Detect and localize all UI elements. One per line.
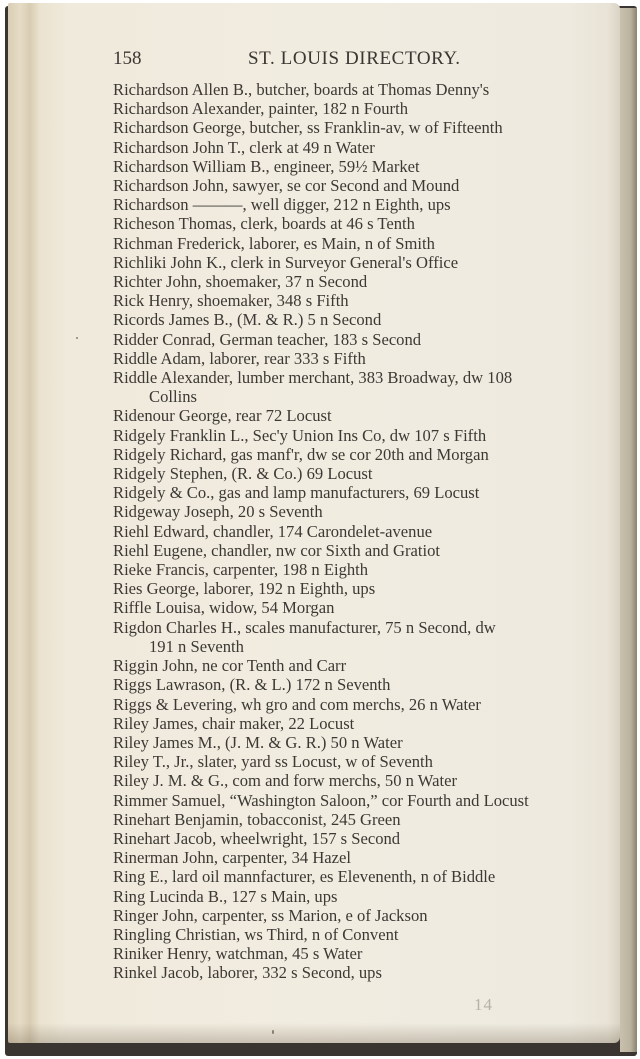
directory-entry: Ricords James B., (M. & R.) 5 n Second bbox=[113, 310, 382, 330]
directory-entry: Ridgely & Co., gas and lamp manufacturers, 69 Locust bbox=[113, 483, 480, 503]
directory-entry: Riddle Adam, laborer, rear 333 s Fifth bbox=[113, 348, 366, 368]
directory-entry: Riehl Edward, chandler, 174 Carondelet-avenue bbox=[113, 521, 433, 541]
directory-entry: Riddle Alexander, lumber merchant, 383 Broadway, dw 108 bbox=[113, 368, 513, 388]
directory-entry: Richman Frederick, laborer, es Main, n of Smith bbox=[113, 233, 435, 253]
directory-entry: Richeson Thomas, clerk, boards at 46 s Tenth bbox=[113, 214, 415, 234]
directory-entry: Ringer John, carpenter, ss Marion, e of Jackson bbox=[113, 905, 428, 925]
directory-entry: Richter John, shoemaker, 37 n Second bbox=[113, 272, 368, 292]
directory-entry: Rinkel Jacob, laborer, 332 s Second, ups bbox=[113, 963, 382, 983]
paper-speck bbox=[272, 1030, 274, 1034]
directory-entry: Ries George, laborer, 192 n Eighth, ups bbox=[113, 579, 376, 599]
directory-entry: Riley James M., (J. M. & G. R.) 50 n Water bbox=[113, 732, 403, 752]
directory-entry: Richardson George, butcher, ss Franklin-av, w of Fifteenth bbox=[113, 118, 503, 138]
signature-mark: 14 bbox=[474, 995, 493, 1014]
directory-entry: Richardson Allen B., butcher, boards at Thomas Denny's bbox=[113, 80, 490, 99]
directory-entry: Riggs Lawrason, (R. & L.) 172 n Seventh bbox=[113, 675, 391, 695]
running-title: ST. LOUIS DIRECTORY. bbox=[248, 48, 461, 69]
directory-entry: Rick Henry, shoemaker, 348 s Fifth bbox=[113, 291, 349, 311]
directory-entry: Rieke Francis, carpenter, 198 n Eighth bbox=[113, 560, 369, 580]
directory-entry: Ridder Conrad, German teacher, 183 s Second bbox=[113, 329, 422, 349]
directory-entry: Ridgeway Joseph, 20 s Seventh bbox=[113, 502, 323, 522]
page-number: 158 bbox=[113, 48, 142, 69]
directory-entry: Riley J. M. & G., com and forw merchs, 50 n Water bbox=[113, 771, 457, 791]
directory-entry: Rigdon Charles H., scales manufacturer, 75 n Second, dw bbox=[113, 617, 496, 637]
directory-entry: Ring Lucinda B., 127 s Main, ups bbox=[113, 886, 338, 906]
directory-entry: Richliki John K., clerk in Surveyor General's Office bbox=[113, 252, 459, 272]
directory-entry: Riley T., Jr., slater, yard ss Locust, w of Seventh bbox=[113, 752, 433, 772]
directory-entry: Rinerman John, carpenter, 34 Hazel bbox=[113, 848, 352, 868]
directory-entry: Ridgely Stephen, (R. & Co.) 69 Locust bbox=[113, 464, 373, 484]
directory-entry: Ring E., lard oil mannfacturer, es Elevenenth, n of Biddle bbox=[113, 867, 496, 887]
directory-entry: Ringling Christian, ws Third, n of Convent bbox=[113, 924, 399, 944]
directory-entry: Richardson John T., clerk at 49 n Water bbox=[113, 137, 375, 157]
directory-entry: Rimmer Samuel, “Washington Saloon,” cor Fourth and Locust bbox=[113, 790, 529, 810]
directory-entry: Ridenour George, rear 72 Locust bbox=[113, 406, 332, 426]
directory-entry: Rinehart Benjamin, tobacconist, 245 Green bbox=[113, 809, 401, 829]
directory-entry-continuation: Collins bbox=[149, 387, 197, 407]
directory-entry: Richardson Alexander, painter, 182 n Fourth bbox=[113, 99, 408, 119]
directory-entry: Riggin John, ne cor Tenth and Carr bbox=[113, 656, 347, 676]
directory-entry: Ridgely Richard, gas manf'r, dw se cor 20th and Morgan bbox=[113, 444, 489, 464]
directory-entry: Ridgely Franklin L., Sec'y Union Ins Co, dw 107 s Fifth bbox=[113, 425, 487, 445]
directory-entries bbox=[113, 80, 623, 983]
directory-entry: Riehl Eugene, chandler, nw cor Sixth and Gratiot bbox=[113, 540, 440, 560]
directory-entry: Rinehart Jacob, wheelwright, 157 s Second bbox=[113, 828, 401, 848]
directory-entry: Riniker Henry, watchman, 45 s Water bbox=[113, 944, 363, 964]
page-header bbox=[113, 48, 603, 72]
directory-entry-continuation: 191 n Seventh bbox=[149, 636, 244, 656]
directory-entry: Riley James, chair maker, 22 Locust bbox=[113, 713, 355, 733]
directory-entry: Riggs & Levering, wh gro and com merchs, 26 n Water bbox=[113, 694, 481, 714]
paper-speck bbox=[76, 337, 78, 339]
directory-entry: Richardson John, sawyer, se cor Second and Mound bbox=[113, 176, 460, 196]
directory-entry: Richardson William B., engineer, 59½ Market bbox=[113, 156, 420, 176]
directory-entry: Richardson ———, well digger, 212 n Eighth, ups bbox=[113, 195, 451, 215]
directory-entry: Riffle Louisa, widow, 54 Morgan bbox=[113, 598, 335, 618]
